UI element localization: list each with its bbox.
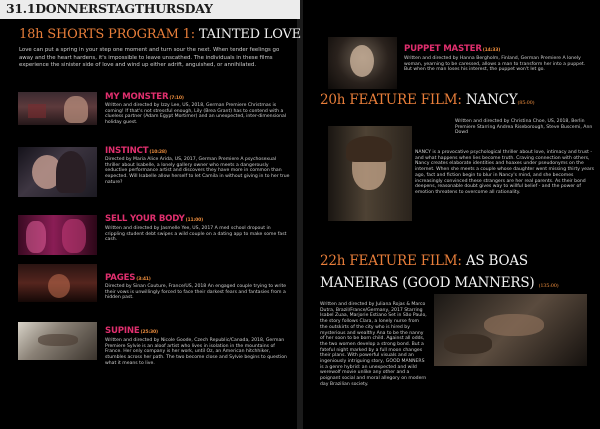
- instinct-desc: Directed by Maria Alice Arida, US, 2017, German Premiere A psychosexual thriller about Isabelle, a lonely gallery owner who meets a dangerously seductive performance artist and discovers they have more in common than expected. Will Isabelle allow herself to let Camila in without giving in to her true nature?: [105, 157, 290, 185]
- nancy-desc: NANCY is a provocative psychological thriller about love, intimacy and trust - and what happens when lies become truth. Craving connection with others, Nancy creates elaborate identities and hoaxes under pseudonyms on the internet. When she meets a couple whose daughter went missing thirty years ago, fact and fiction begin to blur in Nancy's mind, and she becomes increasingly convinced these strangers are her real parents. As their bond deepens, reasonable doubt gives way to willful belief - and the power of emotion threatens to overcome all rationality.: [415, 150, 595, 195]
- supine-title-text: SUPINE: [105, 326, 140, 336]
- supine-still: [18, 322, 97, 360]
- day-banner: [0, 0, 300, 19]
- nancy-credits: Written and directed by Christina Choe, US, 2018, Berlin Premiere Starring Andrea Riseborough, Steve Buscemi, Ann Dowd: [455, 119, 593, 136]
- nancy-section: FEATURE FILM:: [349, 92, 462, 108]
- sell-your-body-runtime: (11:00): [185, 218, 204, 223]
- nancy-heading: [320, 92, 534, 108]
- day-banner-text: 31.1DONNERSTAGTHURSDAY: [6, 1, 213, 16]
- boas-desc: Written and directed by Juliana Rojas & Marco Dutra, Brazil/France/Germany, 2017 Starring Isabel Zuaa, Marjorie Estiano Set in São Paulo, the story follows Clara, a lonely nurse from the outskirts of the city who is hired by mysterious and wealthy Ana to be the nanny of her soon to be born child. Against all odds, the two women develop a strong bond. But a fateful night marked by a full moon changes their plans. With powerful visuals and an ingeniously intriguing story, GOOD MANNERS is a genre hybrid: an unexpected and wild werewolf movie unlike any other and a poignant social and moral allegory on modern day Brazilian society.: [320, 302, 427, 387]
- sell-your-body-title-text: SELL YOUR BODY: [105, 214, 185, 224]
- pages-desc: Directed by Sinan Couture, France/US, 2018 An engaged couple trying to write their vows is unwillingly forced to face their darkest fears and fantasies from a hidden past.: [105, 284, 287, 301]
- my-monster-title: [105, 92, 184, 102]
- boas-title2: (GOOD MANNERS): [402, 275, 535, 291]
- puppet-master-title: [404, 44, 500, 54]
- pages-title-text: PAGES: [105, 273, 136, 283]
- nancy-runtime: (85:00): [517, 100, 535, 106]
- puppet-master-desc: Written and directed by Hanna Bergholm, Finland, German Premiere A lonely woman, yearning to be caressed, allows a man to transform her into a puppet. But when the man loses his interest, the puppet won't let go.: [404, 56, 586, 73]
- instinct-title: [105, 146, 167, 156]
- instinct-title-text: INSTINCT: [105, 146, 149, 156]
- my-monster-title-text: MY MONSTER: [105, 92, 169, 102]
- puppet-master-runtime: (14:33): [482, 48, 501, 53]
- sell-your-body-still: [18, 215, 97, 255]
- shorts-time: 18h: [19, 27, 44, 42]
- pages-still: [18, 264, 97, 302]
- shorts-heading: [19, 27, 301, 42]
- sell-your-body-title: [105, 214, 203, 224]
- instinct-still: [18, 147, 97, 197]
- boas-title: AS BOAS MANEIRAS: [320, 253, 528, 291]
- boas-runtime: (135:00): [538, 283, 559, 289]
- instinct-runtime: (10:28): [149, 150, 167, 155]
- supine-desc: Written and directed by Nicole Goode, Czech Republic/Canada, 2018, German Premiere Sylvie is an aloof artist who lives in isolation in the mountains of France. Her only company is her work, until Oz, an American hitchhiker, stumbles across her path. The two become close and Sylvie begins to question what it means to live.: [105, 338, 287, 366]
- pages-runtime: (3:41): [136, 277, 151, 282]
- my-monster-desc: Written and directed by Izzy Lee, US, 2018, German Premiere Christmas is coming! If that's not stressful enough, Lily (Brea Grant) has to contend with a clueless partner (Adam Egypt Mortimer) and an unexpected, inter-dimensional holiday guest.: [105, 103, 287, 126]
- shorts-title: TAINTED LOVE: [198, 27, 301, 42]
- boas-heading: [320, 250, 590, 297]
- my-monster-runtime: (7:10): [169, 96, 184, 101]
- boas-section: FEATURE FILM:: [349, 253, 462, 269]
- shorts-intro: Love can put a spring in your step one moment and turn sour the next. When tender feelings go away and the heart hardens, it's impossible to leave unscathed. The individuals in these films experience the sinister side of love and wind up either adrift, anguished, or annihilated.: [19, 47, 280, 69]
- nancy-title: NANCY: [465, 92, 518, 108]
- sell-your-body-desc: Written and directed by Jasmelle Yee, US, 2017 A med school dropout in crippling student debt swipes a wild couple on a dating app to make some fast cash.: [105, 226, 287, 243]
- boas-still: [434, 294, 587, 366]
- puppet-master-still: [328, 37, 397, 89]
- boas-time: 22h: [320, 253, 346, 269]
- nancy-still: [328, 126, 412, 221]
- supine-title: [105, 326, 158, 336]
- my-monster-still: [18, 92, 97, 125]
- nancy-time: 20h: [320, 92, 346, 108]
- shorts-section: SHORTS PROGRAM 1:: [47, 27, 195, 42]
- supine-runtime: (25:30): [140, 330, 158, 335]
- pages-title: [105, 273, 151, 283]
- puppet-master-title-text: PUPPET MASTER: [404, 44, 482, 54]
